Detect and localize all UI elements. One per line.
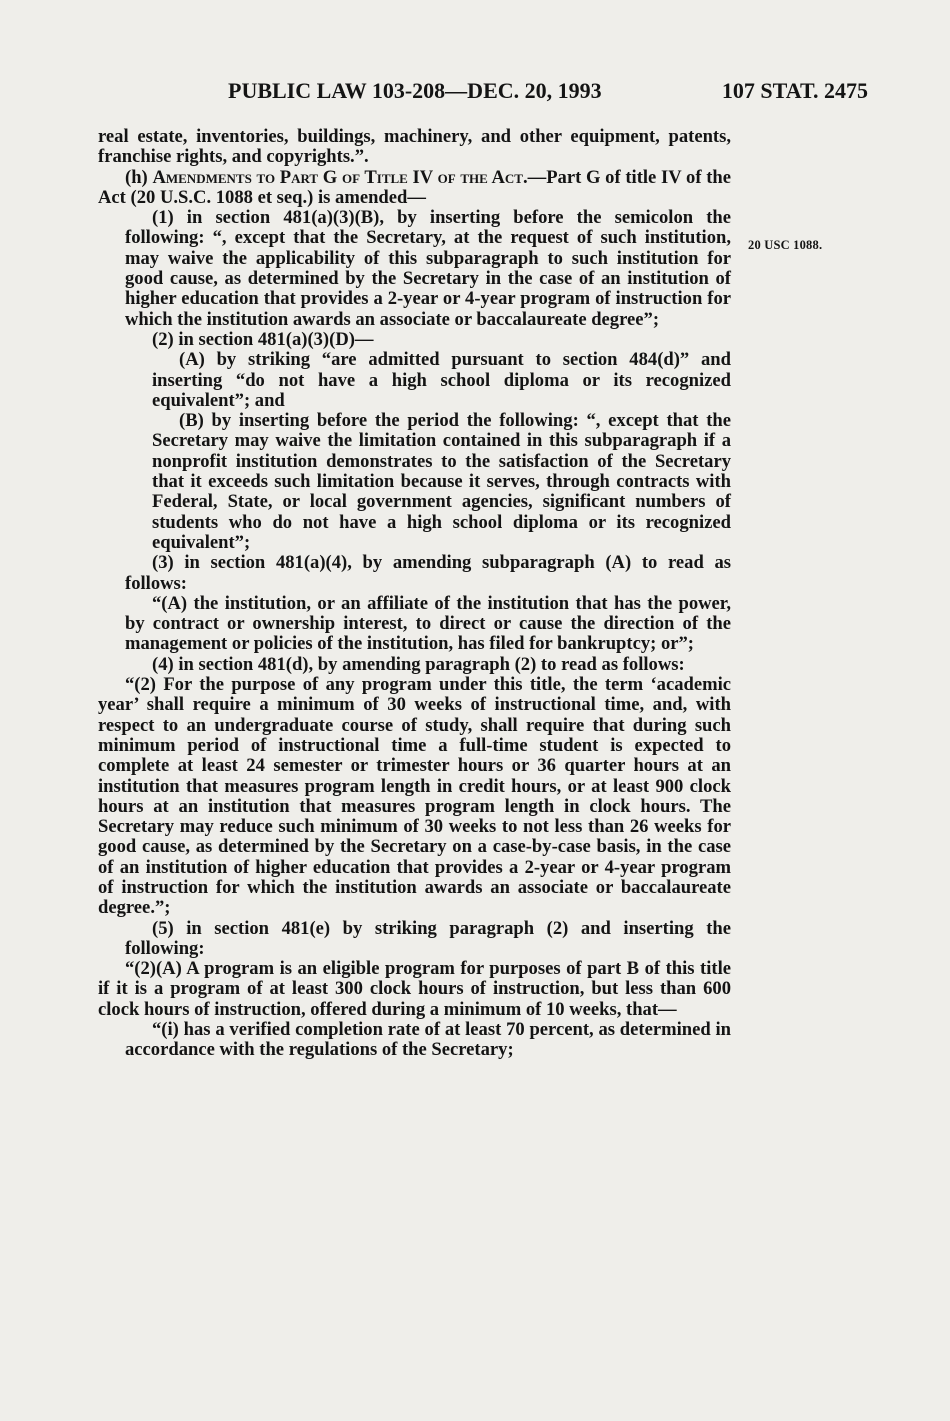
paragraph-quoted-academic-year: “(2) For the purpose of any program under this title, the term ‘academic year’ shall require a minimum of 30 weeks of instructional time, and, with respect to an undergraduate course of study, shall require that during such minimum period of instructional time a full-time student is expected to complete at least 24 semester or trimester hours or 36 quarter hours at an institution that measures program length in credit hours, or at least 900 clock hours at an institution that measures program length in clock hours. The Secretary may reduce such minimum of 30 weeks to not less than 26 weeks for good cause, as determined by the Secretary on a case-by-case basis, in the case of an institution of higher education that provides a 2-year or 4-year program of instruction for which the institution awards an associate or baccalaureate degree.”;	[98, 674, 731, 919]
paragraph-item-1: (1) in section 481(a)(3)(B), by inserting before the semicolon the following: “, except that the Secretary, at the request of such institution, may waive the applicability of this subparagraph to such institution for good cause, as determined by the Secretary in the case of an institution of higher education that provides a 2-year or 4-year program of instruction for which the institution awards an associate or baccalaureate degree”;	[125, 207, 731, 330]
paragraph-item-2a: (A) by striking “are admitted pursuant to section 484(d)” and inserting “do not have a high school diploma or its recognized equivalent”; and	[152, 349, 731, 411]
margin-citation: 20 USC 1088.	[748, 238, 823, 252]
document-body	[98, 127, 731, 1061]
paragraph-continuation: real estate, inventories, buildings, machinery, and other equipment, patents, franchise rights, and copyrights.”.	[98, 126, 731, 168]
subsection-text: .—Part G of title IV of the Act (20 U.S.C. 1088 et seq.) is amended—	[98, 166, 732, 208]
paragraph-item-2b: (B) by inserting before the period the following: “, except that the Secretary may waive the limitation contained in this subparagraph if a nonprofit institution demonstrates to the satisfaction of the Secretary that it exceeds such limitation because it serves, through contracts with Federal, State, or local government agencies, significant numbers of students who do not have a high school diploma or its recognized equivalent”;	[152, 410, 731, 553]
running-title: PUBLIC LAW 103-208—DEC. 20, 1993	[228, 78, 602, 103]
paragraph-subsection-h	[98, 168, 731, 209]
paragraph-quoted-completion-rate: “(i) has a verified completion rate of at least 70 percent, as determined in accordance with the regulations of the Secretary;	[125, 1019, 731, 1061]
paragraph-item-2: (2) in section 481(a)(3)(D)—	[152, 328, 374, 350]
statute-page-number: 107 STAT. 2475	[721, 78, 868, 103]
paragraph-item-3: (3) in section 481(a)(4), by amending subparagraph (A) to read as follows:	[125, 552, 731, 594]
paragraph-item-4: (4) in section 481(d), by amending paragraph (2) to read as follows:	[152, 653, 685, 675]
subsection-label: (h)	[125, 166, 153, 188]
page-header	[98, 78, 868, 110]
paragraph-quoted-3a: “(A) the institution, or an affiliate of the institution that has the power, by contract or ownership interest, to direct or cause the direction of the management or policies of the institution, has filed for bankruptcy; or”;	[125, 592, 731, 655]
paragraph-item-5: (5) in section 481(e) by striking paragraph (2) and inserting the following:	[125, 917, 731, 959]
subsection-heading: Amendments to Part G of Title IV of the Act	[152, 166, 523, 188]
paragraph-quoted-eligible-program: “(2)(A) A program is an eligible program for purposes of part B of this title if it is a program of at least 300 clock hours of instruction, but less than 600 clock hours of instruction, offered during a minimum of 10 weeks, that—	[98, 958, 731, 1020]
